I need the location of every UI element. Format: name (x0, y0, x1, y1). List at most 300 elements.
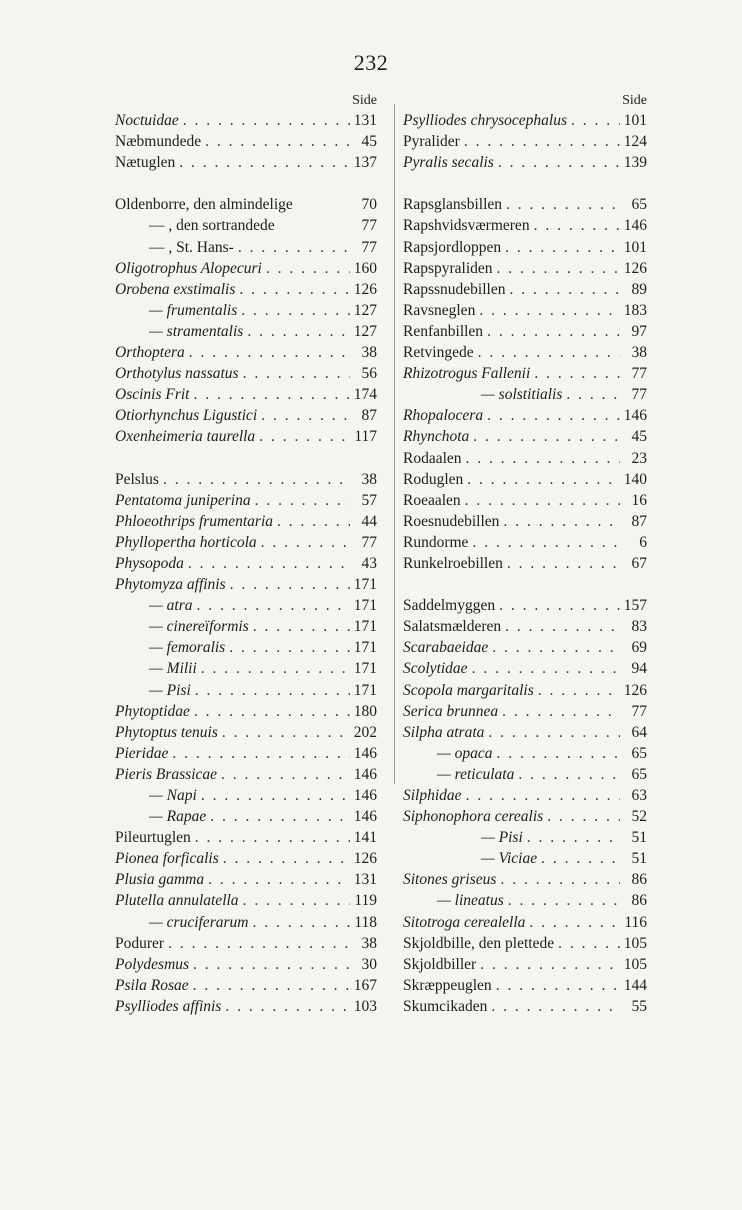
entry-name: Skjoldbiller (403, 955, 477, 973)
dot-leader (497, 258, 620, 279)
entry-name: Scarabaeidae (403, 639, 489, 657)
index-entry (403, 996, 647, 1017)
entry-name: — Milii (149, 660, 197, 678)
entry-name: — Napi (149, 787, 197, 804)
entry-page: 160 (353, 259, 377, 277)
entry-page: 139 (623, 154, 647, 172)
entry-name: Pionea forficalis (115, 850, 219, 868)
dot-leader (472, 532, 620, 553)
entry-name: Runkelroebillen (403, 554, 503, 572)
dot-leader (194, 384, 351, 405)
dot-leader (518, 764, 620, 785)
entry-page: 146 (623, 407, 647, 425)
index-entry (403, 426, 647, 447)
entry-page: 63 (631, 787, 647, 804)
entry-page: 57 (361, 491, 377, 509)
entry-name: — cruciferarum (149, 913, 249, 931)
index-entry (115, 279, 377, 300)
dot-leader (247, 321, 350, 342)
index-entry (403, 300, 647, 321)
entry-page: 16 (631, 491, 647, 509)
entry-page: 157 (623, 597, 647, 615)
entry-page: 183 (623, 301, 647, 319)
entry-page: 171 (353, 639, 377, 657)
entry-page: 167 (353, 976, 377, 994)
index-entry (403, 532, 647, 553)
index-entry (403, 342, 647, 363)
entry-page: 174 (353, 386, 377, 404)
dot-leader (243, 363, 350, 384)
entry-page: 51 (631, 829, 647, 847)
entry-page: 126 (353, 850, 377, 868)
dot-leader (193, 975, 350, 996)
index-entry (115, 215, 377, 236)
index-entry (115, 258, 377, 279)
entry-page: 126 (353, 280, 377, 298)
dot-leader (189, 342, 350, 363)
entry-name: — reticulata (437, 765, 515, 783)
index-entry (403, 258, 647, 279)
entry-name: Roesnudebillen (403, 512, 500, 530)
entry-name: Rodaalen (403, 449, 462, 467)
index-entry (403, 237, 647, 258)
entry-name: Rapspyraliden (403, 259, 493, 277)
index-entry (403, 764, 647, 785)
dot-leader (193, 954, 350, 975)
entry-page: 77 (361, 238, 377, 256)
dot-leader (194, 701, 350, 722)
entry-name: Skjoldbille, den plettede (403, 934, 555, 952)
dot-leader (466, 785, 620, 806)
dot-leader (502, 701, 620, 722)
index-entry (403, 405, 647, 426)
entry-page: 56 (361, 365, 377, 383)
index-entry (115, 300, 377, 321)
index-entry (115, 532, 377, 553)
entry-name: — Pisi (481, 829, 523, 847)
index-entry (115, 321, 377, 342)
entry-page: 171 (353, 597, 377, 615)
dot-leader (197, 595, 351, 616)
index-entry (115, 785, 377, 806)
dot-leader (491, 996, 620, 1017)
dot-leader (229, 637, 350, 658)
index-entry (403, 131, 647, 152)
dot-leader (496, 975, 620, 996)
index-entry (403, 511, 647, 532)
dot-leader (222, 722, 350, 743)
entry-page: 127 (353, 301, 377, 319)
index-entry (115, 827, 377, 848)
entry-name: — femoralis (149, 639, 226, 657)
index-entry (115, 680, 377, 701)
entry-name: Orthoptera (115, 344, 185, 362)
entry-page: 87 (361, 407, 377, 425)
entry-page: 69 (631, 639, 647, 657)
entry-name: Silpha atrata (403, 723, 485, 741)
entry-name: Pieris Brassicae (115, 765, 218, 783)
dot-leader (252, 912, 350, 933)
column-divider (394, 104, 395, 784)
index-entry (115, 869, 377, 890)
dot-leader (478, 342, 620, 363)
entry-page: 126 (623, 259, 647, 277)
entry-page: 43 (361, 554, 377, 572)
dot-leader (487, 405, 620, 426)
index-entry (403, 954, 647, 975)
entry-name: Otiorhynchus Ligustici (115, 407, 258, 425)
entry-name: Rapsjordloppen (403, 238, 502, 256)
dot-leader (500, 869, 620, 890)
column-header-left: Side (352, 93, 377, 108)
dot-leader (488, 722, 620, 743)
index-entry (403, 890, 647, 911)
entry-name: Polydesmus (115, 955, 190, 973)
entry-name: Phytoptidae (115, 702, 190, 720)
dot-leader (195, 680, 350, 701)
index-entry (115, 152, 377, 173)
entry-page: 141 (353, 829, 377, 847)
index-entry (115, 553, 377, 574)
entry-page: 30 (361, 955, 377, 973)
entry-page: 117 (354, 428, 377, 446)
dot-leader (466, 448, 620, 469)
dot-leader (506, 194, 620, 215)
dot-leader (277, 511, 350, 532)
entry-page: 101 (623, 238, 647, 256)
dot-leader (259, 426, 350, 447)
entry-page: 131 (353, 112, 377, 129)
entry-page: 87 (631, 512, 647, 530)
dot-leader (538, 680, 620, 701)
entry-name: Phytomyza affinis (115, 576, 226, 594)
index-entry (115, 616, 377, 637)
entry-name: Oxenheimeria taurella (115, 428, 256, 446)
index-entry (403, 785, 647, 806)
index-entry (115, 658, 377, 679)
index-entry (115, 237, 377, 258)
entry-name: Nætuglen (115, 154, 176, 172)
dot-leader (492, 637, 620, 658)
entry-name: Pelslus (115, 470, 159, 488)
index-entry (115, 595, 377, 616)
index-entry (115, 806, 377, 827)
entry-page: 64 (631, 723, 647, 741)
entry-name: Retvingede (403, 344, 474, 362)
entry-name: Siphonophora cerealis (403, 808, 544, 826)
entry-name: Næbmundede (115, 133, 202, 151)
entry-name: Pieridae (115, 744, 169, 762)
entry-name: Rhopalocera (403, 407, 484, 425)
dot-leader (221, 764, 350, 785)
dot-leader (255, 490, 350, 511)
index-entry (115, 912, 377, 933)
entry-name: Renfanbillen (403, 322, 484, 340)
entry-name: Scolytidae (403, 660, 468, 678)
index-entry (115, 384, 377, 405)
index-entry (403, 743, 647, 764)
entry-name: Rapssnudebillen (403, 280, 506, 298)
index-entry (115, 342, 377, 363)
index-entry (115, 975, 377, 996)
entry-name: Salatsmælderen (403, 618, 502, 636)
index-entry (403, 680, 647, 701)
dot-leader (467, 469, 620, 490)
dot-leader (479, 300, 620, 321)
entry-page: 67 (631, 554, 647, 572)
dot-leader (508, 890, 620, 911)
index-entry (115, 954, 377, 975)
entry-name: Pileurtuglen (115, 829, 191, 847)
dot-leader (195, 827, 350, 848)
dot-leader (547, 806, 620, 827)
entry-name: Sitotroga cerealella (403, 913, 526, 931)
entry-page: 23 (631, 449, 647, 467)
index-entry (403, 701, 647, 722)
entry-name: Skumcikaden (403, 997, 488, 1015)
entry-page: 38 (361, 470, 377, 488)
dot-leader (183, 110, 350, 131)
entry-name: Rundorme (403, 533, 469, 551)
index-entry (115, 764, 377, 785)
entry-name: Roduglen (403, 470, 464, 488)
index-entry (115, 511, 377, 532)
index-entry (115, 194, 377, 215)
entry-page: 105 (623, 955, 647, 973)
index-entry (115, 405, 377, 426)
entry-page: 77 (631, 386, 647, 404)
entry-page: 140 (623, 470, 647, 488)
entry-spacer (115, 173, 377, 194)
entry-name: — cinereïformis (149, 618, 249, 636)
entry-page: 77 (631, 365, 647, 383)
entry-page: 180 (353, 702, 377, 720)
dot-leader (253, 616, 350, 637)
entry-page: 137 (353, 154, 377, 172)
dot-leader (238, 237, 350, 258)
entry-page: 131 (353, 871, 377, 889)
entry-page: 86 (631, 871, 647, 889)
dot-leader (480, 954, 620, 975)
dot-leader (534, 363, 620, 384)
index-entry (115, 933, 377, 954)
index-entry (403, 469, 647, 490)
entry-page: 101 (623, 112, 647, 129)
entry-name: Silphidae (403, 787, 462, 804)
dot-leader (205, 131, 350, 152)
index-column-left (115, 92, 377, 1017)
dot-leader (566, 384, 620, 405)
dot-leader (541, 848, 620, 869)
entry-page: 146 (353, 787, 377, 804)
index-entry (403, 321, 647, 342)
entry-page: 171 (353, 681, 377, 699)
entry-page: 38 (361, 934, 377, 952)
dot-leader (507, 553, 620, 574)
entry-page: 146 (353, 744, 377, 762)
dot-leader (179, 152, 350, 173)
entry-page: 51 (631, 850, 647, 868)
index-entry (403, 595, 647, 616)
entry-spacer (403, 173, 647, 194)
entry-name: Pentatoma juniperina (115, 491, 251, 509)
dot-leader (261, 532, 350, 553)
dot-leader (464, 131, 620, 152)
dot-leader (498, 152, 620, 173)
entry-spacer (115, 448, 377, 469)
index-entry (403, 848, 647, 869)
entry-name: Plutella annulatella (115, 892, 239, 910)
entry-name: Psylliodes chrysocephalus (403, 112, 568, 129)
dot-leader (201, 785, 350, 806)
entry-page: 52 (631, 808, 647, 826)
entry-page: 45 (361, 133, 377, 151)
dot-leader (529, 912, 620, 933)
index-entry (115, 426, 377, 447)
dot-leader (208, 869, 350, 890)
entry-page: 146 (623, 217, 647, 235)
dot-leader (527, 827, 620, 848)
entry-name: — lineatus (437, 892, 504, 910)
entry-page: 55 (631, 997, 647, 1015)
entry-page: 119 (354, 892, 377, 910)
entry-name: Phyllopertha horticola (115, 533, 257, 551)
dot-leader (503, 511, 620, 532)
index-entry (115, 574, 377, 595)
entry-page: 124 (623, 133, 647, 151)
dot-leader (172, 743, 350, 764)
entry-page: 202 (353, 723, 377, 741)
index-entry (115, 110, 377, 131)
entry-name: — Rapae (149, 808, 207, 826)
entry-name: Saddelmyggen (403, 597, 496, 615)
page-number: 232 (353, 50, 389, 75)
entry-page: 70 (361, 196, 377, 214)
index-entry (403, 110, 647, 131)
entry-page: 94 (631, 660, 647, 678)
entry-name: Orobena exstimalis (115, 280, 236, 298)
index-entry (115, 363, 377, 384)
dot-leader (188, 553, 350, 574)
entry-name: Physopoda (115, 554, 184, 572)
index-entry (115, 490, 377, 511)
entry-name: Phloeothrips frumentaria (115, 512, 274, 530)
entry-name: Noctuidae (115, 112, 179, 129)
index-entry (403, 658, 647, 679)
index-entry (403, 194, 647, 215)
entry-page: 171 (353, 618, 377, 636)
dot-leader (210, 806, 350, 827)
entry-page: 171 (353, 576, 377, 594)
entry-name: Roeaalen (403, 491, 461, 509)
entry-page: 126 (623, 681, 647, 699)
index-entry (403, 384, 647, 405)
entry-page: 77 (631, 702, 647, 720)
entry-name: — Pisi (149, 681, 191, 699)
index-entry (403, 912, 647, 933)
entry-name: — , St. Hans- (149, 238, 234, 256)
entry-page: 118 (354, 913, 377, 931)
dot-leader (509, 279, 620, 300)
index-entry (403, 975, 647, 996)
index-entry (115, 996, 377, 1017)
entry-name: Rapshvidsværmeren (403, 217, 530, 235)
entry-page: 144 (623, 976, 647, 994)
index-entry (403, 490, 647, 511)
entry-name: Skræppeuglen (403, 976, 492, 994)
dot-leader (558, 933, 620, 954)
dot-leader (225, 996, 350, 1017)
index-entry (115, 743, 377, 764)
index-entry (403, 637, 647, 658)
index-entry (403, 363, 647, 384)
dot-leader (241, 300, 350, 321)
entry-name: Phytoptus tenuis (115, 723, 218, 741)
entry-name: Plusia gamma (115, 871, 205, 889)
entry-name: Sitones griseus (403, 871, 497, 889)
dot-leader (497, 743, 620, 764)
entry-name: Rapsglansbillen (403, 196, 503, 214)
dot-leader (230, 574, 350, 595)
entry-name: — frumentalis (149, 301, 238, 319)
entry-page: 103 (353, 997, 377, 1015)
entry-page: 44 (361, 512, 377, 530)
entry-page: 83 (631, 618, 647, 636)
entry-name: Psylliodes affinis (115, 997, 222, 1015)
entry-page: 77 (361, 217, 377, 235)
entry-name: — , den sortrandede (149, 217, 275, 235)
entry-page: 97 (631, 322, 647, 340)
dot-leader (534, 215, 620, 236)
entry-name: Rhynchota (403, 428, 470, 446)
dot-leader (472, 658, 620, 679)
index-entry (115, 131, 377, 152)
entry-name: Rhizotrogus Fallenii (403, 365, 531, 383)
dot-leader (505, 237, 620, 258)
entry-page: 77 (361, 533, 377, 551)
entry-name: Oligotrophus Alopecuri (115, 259, 262, 277)
entry-name: — Viciae (481, 850, 538, 868)
entry-page: 171 (353, 660, 377, 678)
index-entry (403, 448, 647, 469)
entry-spacer (403, 574, 647, 595)
index-entry (403, 869, 647, 890)
index-entry (403, 722, 647, 743)
entry-name: — opaca (437, 744, 493, 762)
entry-page: 6 (639, 533, 647, 551)
entry-name: — stramentalis (149, 322, 244, 340)
dot-leader (473, 426, 620, 447)
entry-name: Orthotylus nassatus (115, 365, 239, 383)
index-entry (115, 890, 377, 911)
entry-page: 38 (361, 344, 377, 362)
dot-leader (465, 490, 620, 511)
column-header-right: Side (622, 93, 647, 108)
index-entry (403, 827, 647, 848)
entry-page: 86 (631, 892, 647, 910)
index-entry (115, 637, 377, 658)
dot-leader (163, 469, 350, 490)
dot-leader (223, 848, 350, 869)
entry-name: — solstitialis (481, 386, 563, 404)
index-entry (115, 469, 377, 490)
dot-leader (266, 258, 350, 279)
entry-name: Podurer (115, 934, 165, 952)
index-entry (403, 806, 647, 827)
dot-leader (243, 890, 350, 911)
index-entry (403, 553, 647, 574)
entry-name: — atra (149, 597, 193, 615)
